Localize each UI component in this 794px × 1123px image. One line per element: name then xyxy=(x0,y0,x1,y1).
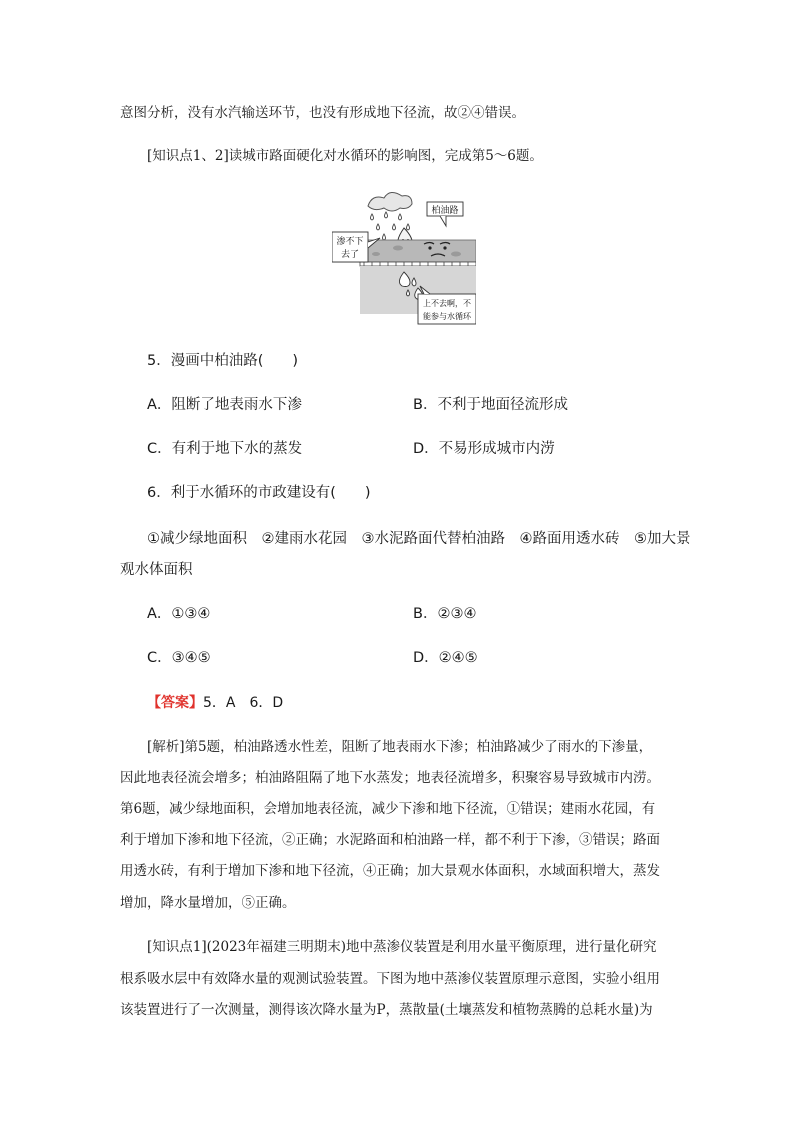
q6-items-line2: 观水体面积 xyxy=(120,562,193,578)
q6-stem: 6．利于水循环的市政建设有( ) xyxy=(147,485,371,501)
continuation-line: 意图分析，没有水汽输送环节，也没有形成地下径流，故②④错误。 xyxy=(120,105,525,121)
label-left-line1: 渗不下 xyxy=(336,237,364,247)
analysis-line: 因此地表径流会增多；柏油路阻隔了地下水蒸发；地表径流增多，积聚容易导致城市内涝。 xyxy=(120,770,660,786)
label-left-line2: 去了 xyxy=(340,250,360,260)
label-bottom-line2: 能参与水循环 xyxy=(423,312,471,321)
q5-option-c: C．有利于地下水的蒸发 xyxy=(147,441,303,457)
analysis-line: 增加，降水量增加，⑤正确。 xyxy=(120,895,296,911)
rain-cloud-icon xyxy=(368,192,412,211)
road-cartoon-figure xyxy=(332,188,476,328)
label-road-box xyxy=(427,202,463,226)
answer-value: 5．A 6．D xyxy=(203,695,284,711)
analysis-line: 第6题，减少绿地面积，会增加地表径流，减少下渗和地下径流，①错误；建雨水花园，有 xyxy=(120,801,656,817)
q6-option-a: A．①③④ xyxy=(147,606,211,622)
q5-option-b: B．不利于地面径流形成 xyxy=(413,397,568,413)
q6-option-c: C．③④⑤ xyxy=(147,650,211,666)
answer-tag: 【答案】 xyxy=(147,695,203,711)
next-question-line: [知识点1](2023年福建三明期末)地中蒸渗仪装置是利用水量平衡原理，进行量化研究 xyxy=(147,939,657,955)
analysis-line: 利于增加下渗和地下径流，②正确；水泥路面和柏油路一样，都不利于下渗，③错误；路面 xyxy=(120,832,660,848)
label-road-text: 柏油路 xyxy=(431,206,459,216)
q5-option-d: D．不易形成城市内涝 xyxy=(413,441,555,457)
road-base-dashes xyxy=(360,262,476,266)
q6-option-b: B．②③④ xyxy=(413,606,477,622)
analysis-line: 用透水砖，有利于增加下渗和地下径流，④正确；加大景观水体面积，水域面积增大，蒸发 xyxy=(120,863,660,879)
question-intro: [知识点1、2]读城市路面硬化对水循环的影响图，完成第5～6题。 xyxy=(147,148,543,164)
next-question-line: 该装置进行了一次测量，测得该次降水量为P，蒸散量(土壤蒸发和植物蒸腾的总耗水量)为 xyxy=(120,1002,653,1018)
answer-line xyxy=(147,693,707,713)
cartoon-illustration xyxy=(332,188,476,328)
next-question-line: 根系吸水层中有效降水量的观测试验装置。下图为地中蒸渗仪装置原理示意图，实验小组用 xyxy=(120,971,660,987)
q5-option-a: A．阻断了地表雨水下渗 xyxy=(147,397,302,413)
q5-stem: 5．漫画中柏油路( ) xyxy=(147,353,299,369)
q6-option-d: D．②④⑤ xyxy=(413,650,478,666)
analysis-line: [解析]第5题，柏油路透水性差，阻断了地表雨水下渗；柏油路减少了雨水的下渗量， xyxy=(147,739,653,755)
q6-items-line1: ①减少绿地面积 ②建雨水花园 ③水泥路面代替柏油路 ④路面用透水砖 ⑤加大景 xyxy=(147,531,691,547)
label-bottom-line1: 上不去啊，不 xyxy=(423,299,471,308)
